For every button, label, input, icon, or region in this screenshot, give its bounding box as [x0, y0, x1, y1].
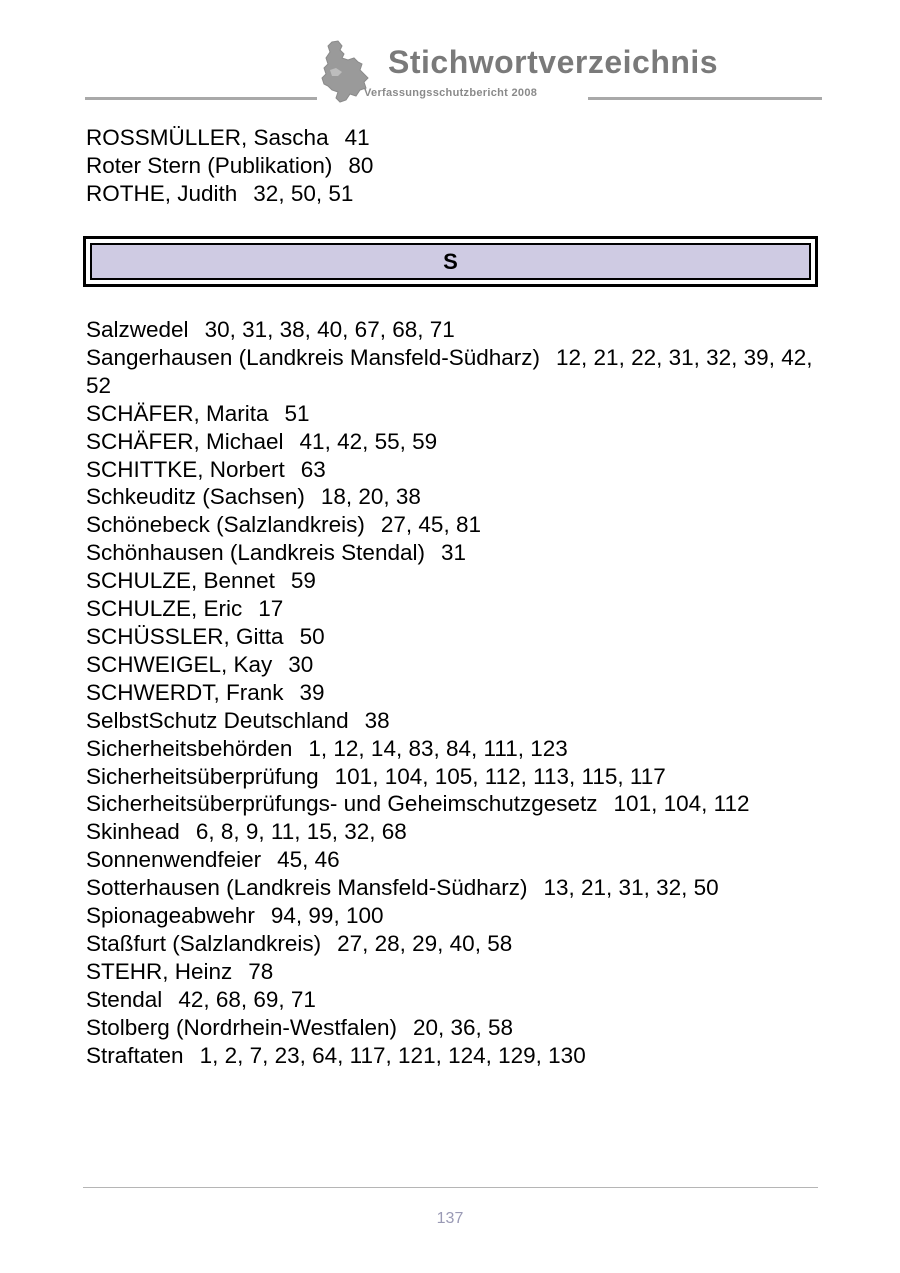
- entry-term: SCHÄFER, Michael: [86, 428, 284, 454]
- index-entry: [86, 846, 821, 874]
- index-entry: [86, 958, 821, 986]
- entry-pages: 27, 45, 81: [380, 512, 481, 538]
- entry-term: ROTHE, Judith: [86, 180, 238, 206]
- entry-term: SCHULZE, Bennet: [86, 568, 275, 594]
- entry-term: Spionageabwehr: [86, 903, 255, 929]
- entry-term: SCHÜSSLER, Gitta: [86, 623, 284, 649]
- entry-term: Sicherheitsüberprüfungs- und Geheimschutzgesetz: [86, 791, 598, 817]
- entry-term: Stolberg (Nordrhein-Westfalen): [86, 1014, 397, 1040]
- entry-pages: 41: [344, 125, 370, 150]
- index-entry: [86, 595, 821, 623]
- entry-pages: 80: [348, 152, 374, 178]
- entry-pages: 45, 46: [277, 847, 340, 873]
- index-entry: [86, 902, 821, 930]
- entry-term: Sangerhausen (Landkreis Mansfeld-Südharz): [86, 344, 541, 370]
- entry-pages: 6, 8, 9, 11, 15, 32, 68: [195, 819, 407, 845]
- index-entry: [86, 316, 821, 344]
- entry-pages: 27, 28, 29, 40, 58: [337, 930, 513, 956]
- entry-pages: 39: [299, 679, 325, 705]
- entry-term: Sicherheitsbehörden: [86, 735, 293, 761]
- entry-term: SelbstSchutz Deutschland: [86, 707, 349, 733]
- entry-term: Schönebeck (Salzlandkreis): [86, 512, 365, 538]
- header-subtitle: Verfassungsschutzbericht 2008: [364, 87, 538, 99]
- entry-term: Stendal: [86, 986, 163, 1012]
- entry-term: Schkeuditz (Sachsen): [86, 484, 305, 510]
- entry-term: Schönhausen (Landkreis Stendal): [86, 540, 425, 566]
- index-entry: [86, 400, 821, 428]
- index-entry: [86, 539, 821, 567]
- entry-term: SCHÄFER, Marita: [86, 400, 269, 426]
- section-letter-box: [83, 236, 818, 287]
- entry-pages: 59: [290, 568, 316, 594]
- index-entries-before: [86, 124, 821, 208]
- index-entries: [86, 316, 821, 1069]
- entry-term: Straftaten: [86, 1042, 184, 1068]
- entry-term: Skinhead: [86, 819, 180, 845]
- index-entry: [86, 456, 821, 484]
- page-header: [0, 0, 900, 110]
- entry-pages: 17: [258, 596, 284, 622]
- header-rule-left: [85, 97, 317, 100]
- entry-term: SCHULZE, Eric: [86, 596, 243, 622]
- entry-term: SCHITTKE, Norbert: [86, 456, 285, 482]
- entry-pages: 51: [284, 400, 310, 426]
- entry-term: Sicherheitsüberprüfung: [86, 763, 319, 789]
- entry-pages: 20, 36, 58: [412, 1014, 514, 1040]
- index-entry: [86, 930, 821, 958]
- index-entry: [86, 818, 821, 846]
- entry-pages: 30, 31, 38, 40, 67, 68, 71: [204, 317, 455, 342]
- index-entry: [86, 790, 821, 818]
- entry-pages: 30: [288, 651, 314, 677]
- entry-pages: 63: [300, 456, 326, 482]
- entry-pages: 32, 50, 51: [253, 180, 354, 206]
- index-entry: [86, 180, 821, 208]
- index-entry: [86, 344, 821, 400]
- entry-pages: 50: [299, 623, 325, 649]
- header-title: Stichwortverzeichnis: [388, 44, 719, 80]
- entry-pages: 38: [364, 707, 390, 733]
- index-entry: [86, 152, 821, 180]
- entry-pages: 18, 20, 38: [320, 484, 421, 510]
- index-entry: [86, 679, 821, 707]
- entry-term: Staßfurt (Salzlandkreis): [86, 930, 322, 956]
- entry-pages: 1, 12, 14, 83, 84, 111, 123: [308, 735, 568, 761]
- index-entry: [86, 651, 821, 679]
- index-entry: [86, 567, 821, 595]
- entry-term: Sonnenwendfeier: [86, 847, 262, 873]
- index-entry: [86, 623, 821, 651]
- entry-term: Sotterhausen (Landkreis Mansfeld-Südharz): [86, 875, 528, 901]
- index-entry: [86, 1014, 821, 1042]
- index-entry: [86, 874, 821, 902]
- entry-pages: 12, 21, 22, 31, 32, 39, 42, 52: [86, 344, 813, 398]
- index-entry: [86, 707, 821, 735]
- entry-term: STEHR, Heinz: [86, 958, 233, 984]
- footer-rule: [83, 1187, 818, 1188]
- entry-pages: 41, 42, 55, 59: [299, 428, 438, 454]
- index-entry: [86, 1042, 821, 1070]
- index-entry: [86, 428, 821, 456]
- entry-term: ROSSMÜLLER, Sascha: [86, 125, 329, 150]
- entry-pages: 101, 104, 112: [613, 791, 750, 817]
- entry-pages: 101, 104, 105, 112, 113, 115, 117: [334, 763, 666, 789]
- header-rule-right: [588, 97, 822, 100]
- entry-pages: 1, 2, 7, 23, 64, 117, 121, 124, 129, 130: [199, 1042, 586, 1068]
- index-entry: [86, 763, 821, 791]
- entry-pages: 78: [248, 958, 274, 984]
- entry-pages: 13, 21, 31, 32, 50: [543, 875, 719, 901]
- index-entry: [86, 483, 821, 511]
- index-entry: [86, 735, 821, 763]
- entry-pages: 31: [440, 540, 467, 566]
- entry-pages: 94, 99, 100: [270, 903, 384, 929]
- index-entry: [86, 124, 821, 152]
- section-letter: S: [90, 243, 811, 280]
- entry-pages: 42, 68, 69, 71: [178, 986, 316, 1012]
- entry-term: SCHWEIGEL, Kay: [86, 651, 273, 677]
- entry-term: Roter Stern (Publikation): [86, 152, 333, 178]
- entry-term: Salzwedel: [86, 317, 189, 342]
- index-entry: [86, 511, 821, 539]
- page-number: 137: [436, 1210, 464, 1227]
- entry-term: SCHWERDT, Frank: [86, 679, 284, 705]
- index-entry: [86, 986, 821, 1014]
